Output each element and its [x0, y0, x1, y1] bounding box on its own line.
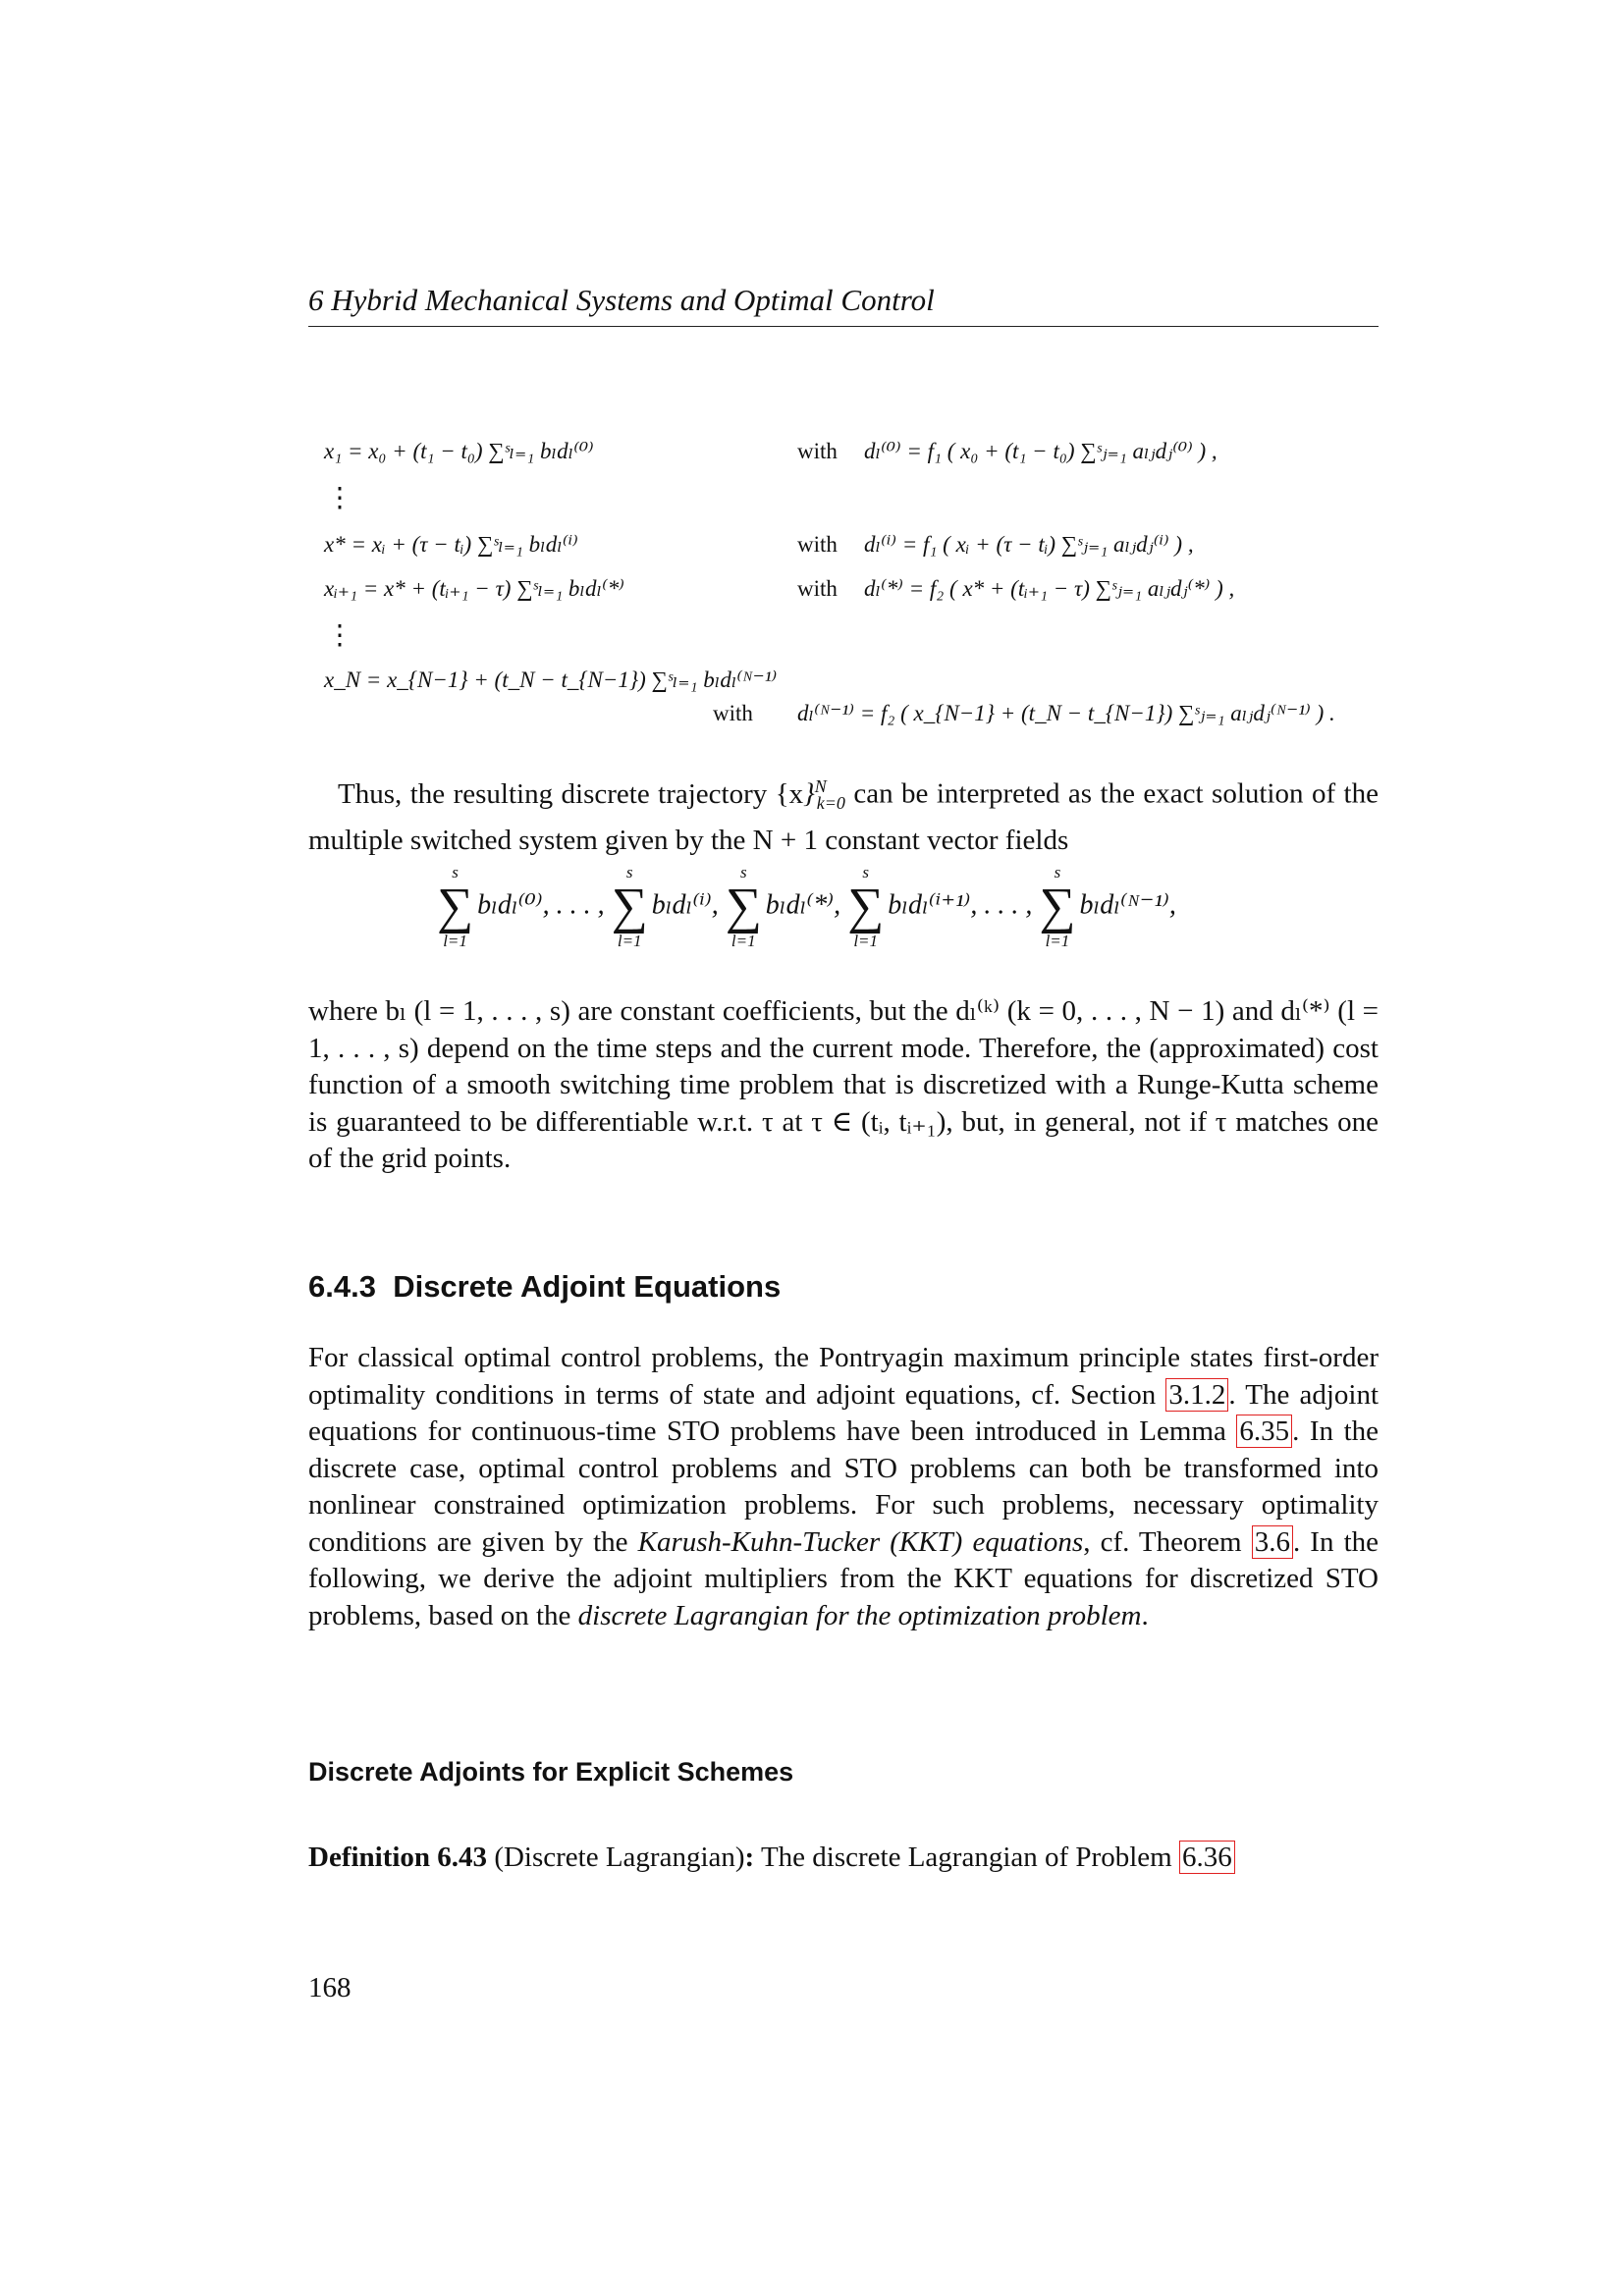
subsection-heading: Discrete Adjoints for Explicit Schemes	[308, 1757, 794, 1787]
equation-left-1: x₁ = x₀ + (t₁ − t₀) ∑ˢₗ₌₁ bₗdₗ⁽⁰⁾	[324, 439, 594, 463]
section-number: 6.4.3	[308, 1269, 376, 1304]
equation-right-1: dₗ⁽⁰⁾ = f₁ ( x₀ + (t₁ − t₀) ∑ˢⱼ₌₁ aₗⱼdⱼ⁽⁰⁾ ) ,	[864, 439, 1217, 463]
section-heading	[308, 1269, 781, 1305]
definition-6-43: Definition 6.43 (Discrete Lagrangian): The discrete Lagrangian of Problem 6.36	[308, 1840, 1379, 1877]
paragraph-1-part-a: Thus, the resulting discrete trajectory {x	[338, 777, 804, 810]
equation-with-2: with	[797, 532, 838, 557]
running-header: 6 Hybrid Mechanical Systems and Optimal Control	[308, 283, 935, 317]
equation-right-2: dₗ⁽ⁱ⁾ = f₁ ( xᵢ + (τ − tᵢ) ∑ˢⱼ₌₁ aₗⱼdⱼ⁽ⁱ⁾ ) ,	[864, 532, 1194, 557]
equation-with-3: with	[797, 576, 838, 601]
paragraph-1-part-b: can be interpreted as the exact solution of the multiple switched system given by the N + 1 constant vector fields	[308, 777, 1379, 856]
equation-left-2: x* = xᵢ + (τ − tᵢ) ∑ˢₗ₌₁ bₗdₗ⁽ⁱ⁾	[324, 532, 578, 557]
page-number: 168	[308, 1972, 352, 2003]
definition-name: (Discrete Lagrangian)	[494, 1842, 745, 1873]
paragraph-adjoint-intro: For classical optimal control problems, the Pontryagin maximum principle states first-order optimality conditions in terms of state and adjoint equations, cf. Section 3.1.2 . The adjoint equations for continuous-time STO problems have been introduced in Lemma 6.35 . In the discrete case, optimal control problems and STO problems can both be transformed into nonlinear constrained optimization problems. For such problems, necessary optimality conditions are given by the Karush-Kuhn-Tucker (KKT) equations, cf. Theorem 3.6 . In the following, we derive the adjoint multipliers from the KKT equations for discretized STO problems, based on the discrete Lagrangian for the optimization problem.	[308, 1342, 1380, 1631]
equation-with-1: with	[797, 439, 838, 463]
equation-left-3: xᵢ₊₁ = x* + (tᵢ₊₁ − τ) ∑ˢₗ₌₁ bₗdₗ⁽*⁾	[324, 576, 624, 601]
definition-label: Definition 6.43	[308, 1842, 488, 1873]
sum-term-n-minus-1: bₗdₗ⁽ᴺ⁻¹⁾,	[1079, 889, 1176, 921]
vector-field-sums: s ∑ l=1 bₗdₗ⁽⁰⁾, . . . , s ∑ l=1 bₗdₗ⁽ⁱ⁾, s ∑ l=1 bₗdₗ⁽*⁾, s ∑ l=1 bₗdₗ⁽ⁱ⁺¹⁾, . . . , s ∑ l=1 bₗdₗ⁽ᴺ⁻¹⁾,	[437, 863, 1176, 950]
vdots-2: ⋮	[326, 620, 353, 651]
paragraph-coefficients: where bₗ (l = 1, . . . , s) are constant coefficients, but the dₗ⁽ᵏ⁾ (k = 0, . . . , N − 1) and dₗ⁽*⁾ (l = 1, . . . , s) depend on the time steps and the current mode. Therefore, the (approximated) cost function of a smooth switching time problem that is discretized with a Runge-Kutta scheme is guaranteed to be differentiable w.r.t. τ at τ ∈ (tᵢ, tᵢ₊₁), but, in general, not if τ matches one of the grid points.	[308, 995, 1379, 1174]
vdots-1: ⋮	[326, 483, 353, 513]
equation-left-4: x_N = x_{N−1} + (t_N − t_{N−1}) ∑ˢₗ₌₁ bₗdₗ⁽ᴺ⁻¹⁾	[324, 667, 778, 692]
ref-problem-6-36[interactable]: 6.36	[1179, 1841, 1235, 1874]
equation-right-4: dₗ⁽ᴺ⁻¹⁾ = f₂ ( x_{N−1} + (t_N − t_{N−1}) ∑ˢⱼ₌₁ aₗⱼdⱼ⁽ᴺ⁻¹⁾ ) .	[797, 701, 1335, 725]
equation-with-4: with	[713, 701, 753, 725]
sum-term-i-plus-1: bₗdₗ⁽ⁱ⁺¹⁾, . . . ,	[888, 889, 1033, 921]
ref-section-3-1-2[interactable]: 3.1.2	[1165, 1378, 1228, 1412]
section-title: Discrete Adjoint Equations	[393, 1269, 782, 1304]
ref-lemma-6-35[interactable]: 6.35	[1236, 1415, 1292, 1448]
sum-term-star: bₗdₗ⁽*⁾,	[765, 889, 841, 921]
paragraph-trajectory: Thus, the resulting discrete trajectory $\{x\}^N_{k=0}$ can be interpreted as the exact solution of the multiple switched system given by the N + 1 constant vector fields	[308, 776, 1379, 856]
ref-theorem-3-6[interactable]: 3.6	[1252, 1525, 1293, 1559]
equation-right-3: dₗ⁽*⁾ = f₂ ( x* + (tᵢ₊₁ − τ) ∑ˢⱼ₌₁ aₗⱼdⱼ⁽*⁾ ) ,	[864, 576, 1235, 601]
header-rule	[308, 326, 1379, 327]
sum-term-0: bₗdₗ⁽⁰⁾, . . . ,	[477, 889, 605, 921]
sum-term-i: bₗdₗ⁽ⁱ⁾,	[651, 889, 719, 921]
